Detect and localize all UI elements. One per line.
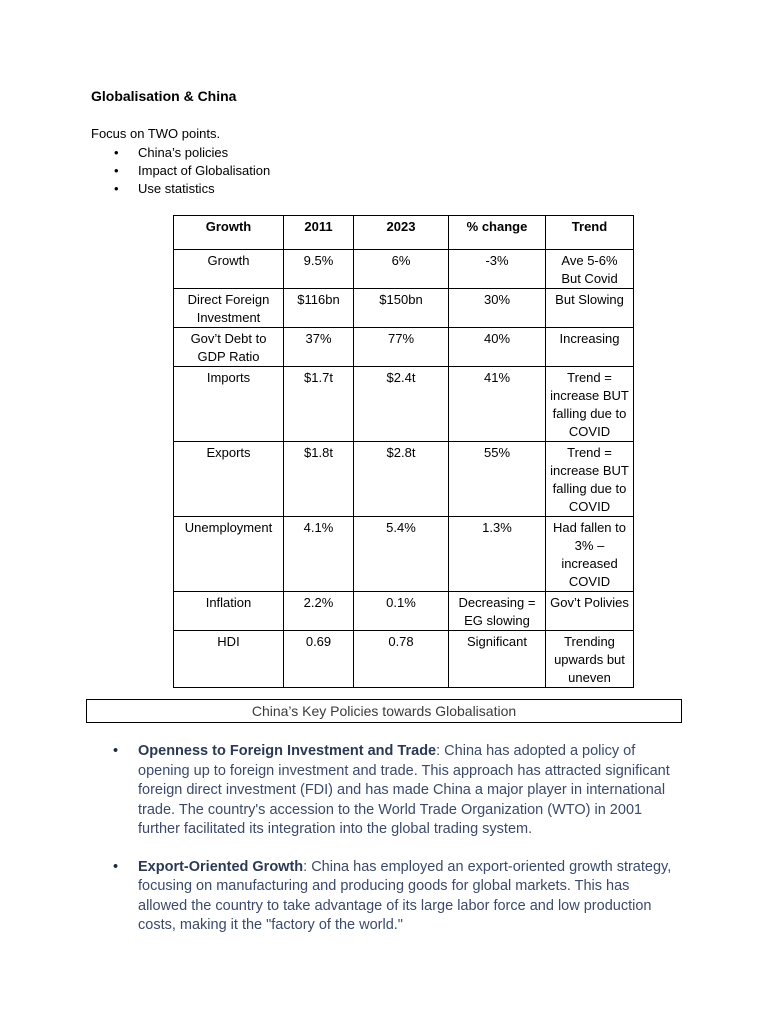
table-cell: 4.1% xyxy=(284,517,354,592)
table-cell: Ave 5-6% But Covid xyxy=(546,250,634,289)
table-cell: Trend = increase BUT falling due to COVID xyxy=(546,442,634,517)
list-item xyxy=(113,742,678,840)
table-row xyxy=(174,328,634,367)
policy-heading: Export-Oriented Growth xyxy=(138,858,304,875)
focus-bullet-list xyxy=(114,144,270,198)
table-cell: Had fallen to 3% – increased COVID xyxy=(546,517,634,592)
table-cell: 1.3% xyxy=(449,517,546,592)
bullet-icon: • xyxy=(114,181,119,196)
table-cell: Trend = increase BUT falling due to COVID xyxy=(546,367,634,442)
list-item xyxy=(113,858,678,936)
table-row xyxy=(174,367,634,442)
table-row xyxy=(174,592,634,631)
table-cell: 0.69 xyxy=(284,631,354,688)
list-item: • Impact of Globalisation xyxy=(114,163,271,178)
policies-heading-box: China’s Key Policies towards Globalisation xyxy=(86,699,682,723)
table-cell: Gov’t Polivies xyxy=(546,592,634,631)
table-cell: 9.5% xyxy=(284,250,354,289)
table-cell: Imports xyxy=(174,367,284,442)
table-cell: 6% xyxy=(354,250,449,289)
table-cell: Trending upwards but uneven xyxy=(546,631,634,688)
bullet-icon: • xyxy=(114,163,119,178)
list-item: • China’s policies xyxy=(114,145,229,160)
column-header: % change xyxy=(449,216,546,250)
table-row xyxy=(174,517,634,592)
column-header: Growth xyxy=(174,216,284,250)
table-cell: Growth xyxy=(174,250,284,289)
table-cell: 77% xyxy=(354,328,449,367)
statistics-table xyxy=(173,215,634,688)
table-cell: HDI xyxy=(174,631,284,688)
table-row xyxy=(174,442,634,517)
bullet-icon: • xyxy=(113,743,119,759)
list-item: • Use statistics xyxy=(114,181,215,196)
policy-text: : China has adopted a policy of opening up to foreign investment and trade. This approach has attracted significant foreign direct investment (FDI) and has made China a major player in international trade. The country's accession to the World Trade Organization (WTO) in 2001 further facilitated its integration into the global trading system. xyxy=(138,743,670,837)
table-cell: Direct Foreign Investment xyxy=(174,289,284,328)
table-cell: 41% xyxy=(449,367,546,442)
intro-text: Focus on TWO points. xyxy=(91,126,221,141)
table-cell: $1.8t xyxy=(284,442,354,517)
table-cell: 2.2% xyxy=(284,592,354,631)
column-header: 2011 xyxy=(284,216,354,250)
table-cell: 0.78 xyxy=(354,631,449,688)
table-cell: Inflation xyxy=(174,592,284,631)
column-header: Trend xyxy=(546,216,634,250)
table-cell: 30% xyxy=(449,289,546,328)
table-cell: $116bn xyxy=(284,289,354,328)
policy-list xyxy=(113,742,678,954)
bullet-icon: • xyxy=(113,858,119,875)
table-cell: $2.8t xyxy=(354,442,449,517)
page-title: Globalisation & China xyxy=(91,88,237,104)
table-cell: 40% xyxy=(449,328,546,367)
bullet-icon: • xyxy=(114,145,119,160)
table-cell: $1.7t xyxy=(284,367,354,442)
table-cell: Significant xyxy=(449,631,546,688)
table-cell: Unemployment xyxy=(174,517,284,592)
table-cell: Increasing xyxy=(546,328,634,367)
table-cell: $150bn xyxy=(354,289,449,328)
table-row xyxy=(174,631,634,688)
table-cell: Decreasing = EG slowing xyxy=(449,592,546,631)
table-cell: 55% xyxy=(449,442,546,517)
table-cell: Gov’t Debt to GDP Ratio xyxy=(174,328,284,367)
policy-heading: Openness to Foreign Investment and Trade xyxy=(138,743,437,759)
table-row xyxy=(174,250,634,289)
table-cell: 0.1% xyxy=(354,592,449,631)
table-row xyxy=(174,289,634,328)
table-cell: 5.4% xyxy=(354,517,449,592)
table-cell: -3% xyxy=(449,250,546,289)
policy-text: : China has employed an export-oriented growth strategy, focusing on manufacturing and producing goods for global markets. This has allowed the country to take advantage of its large labor force and low production costs, making it the "factory of the world." xyxy=(138,858,672,933)
table-cell: 37% xyxy=(284,328,354,367)
table-cell: $2.4t xyxy=(354,367,449,442)
table-cell: Exports xyxy=(174,442,284,517)
table-cell: But Slowing xyxy=(546,289,634,328)
column-header: 2023 xyxy=(354,216,449,250)
table-header-row xyxy=(174,216,634,250)
